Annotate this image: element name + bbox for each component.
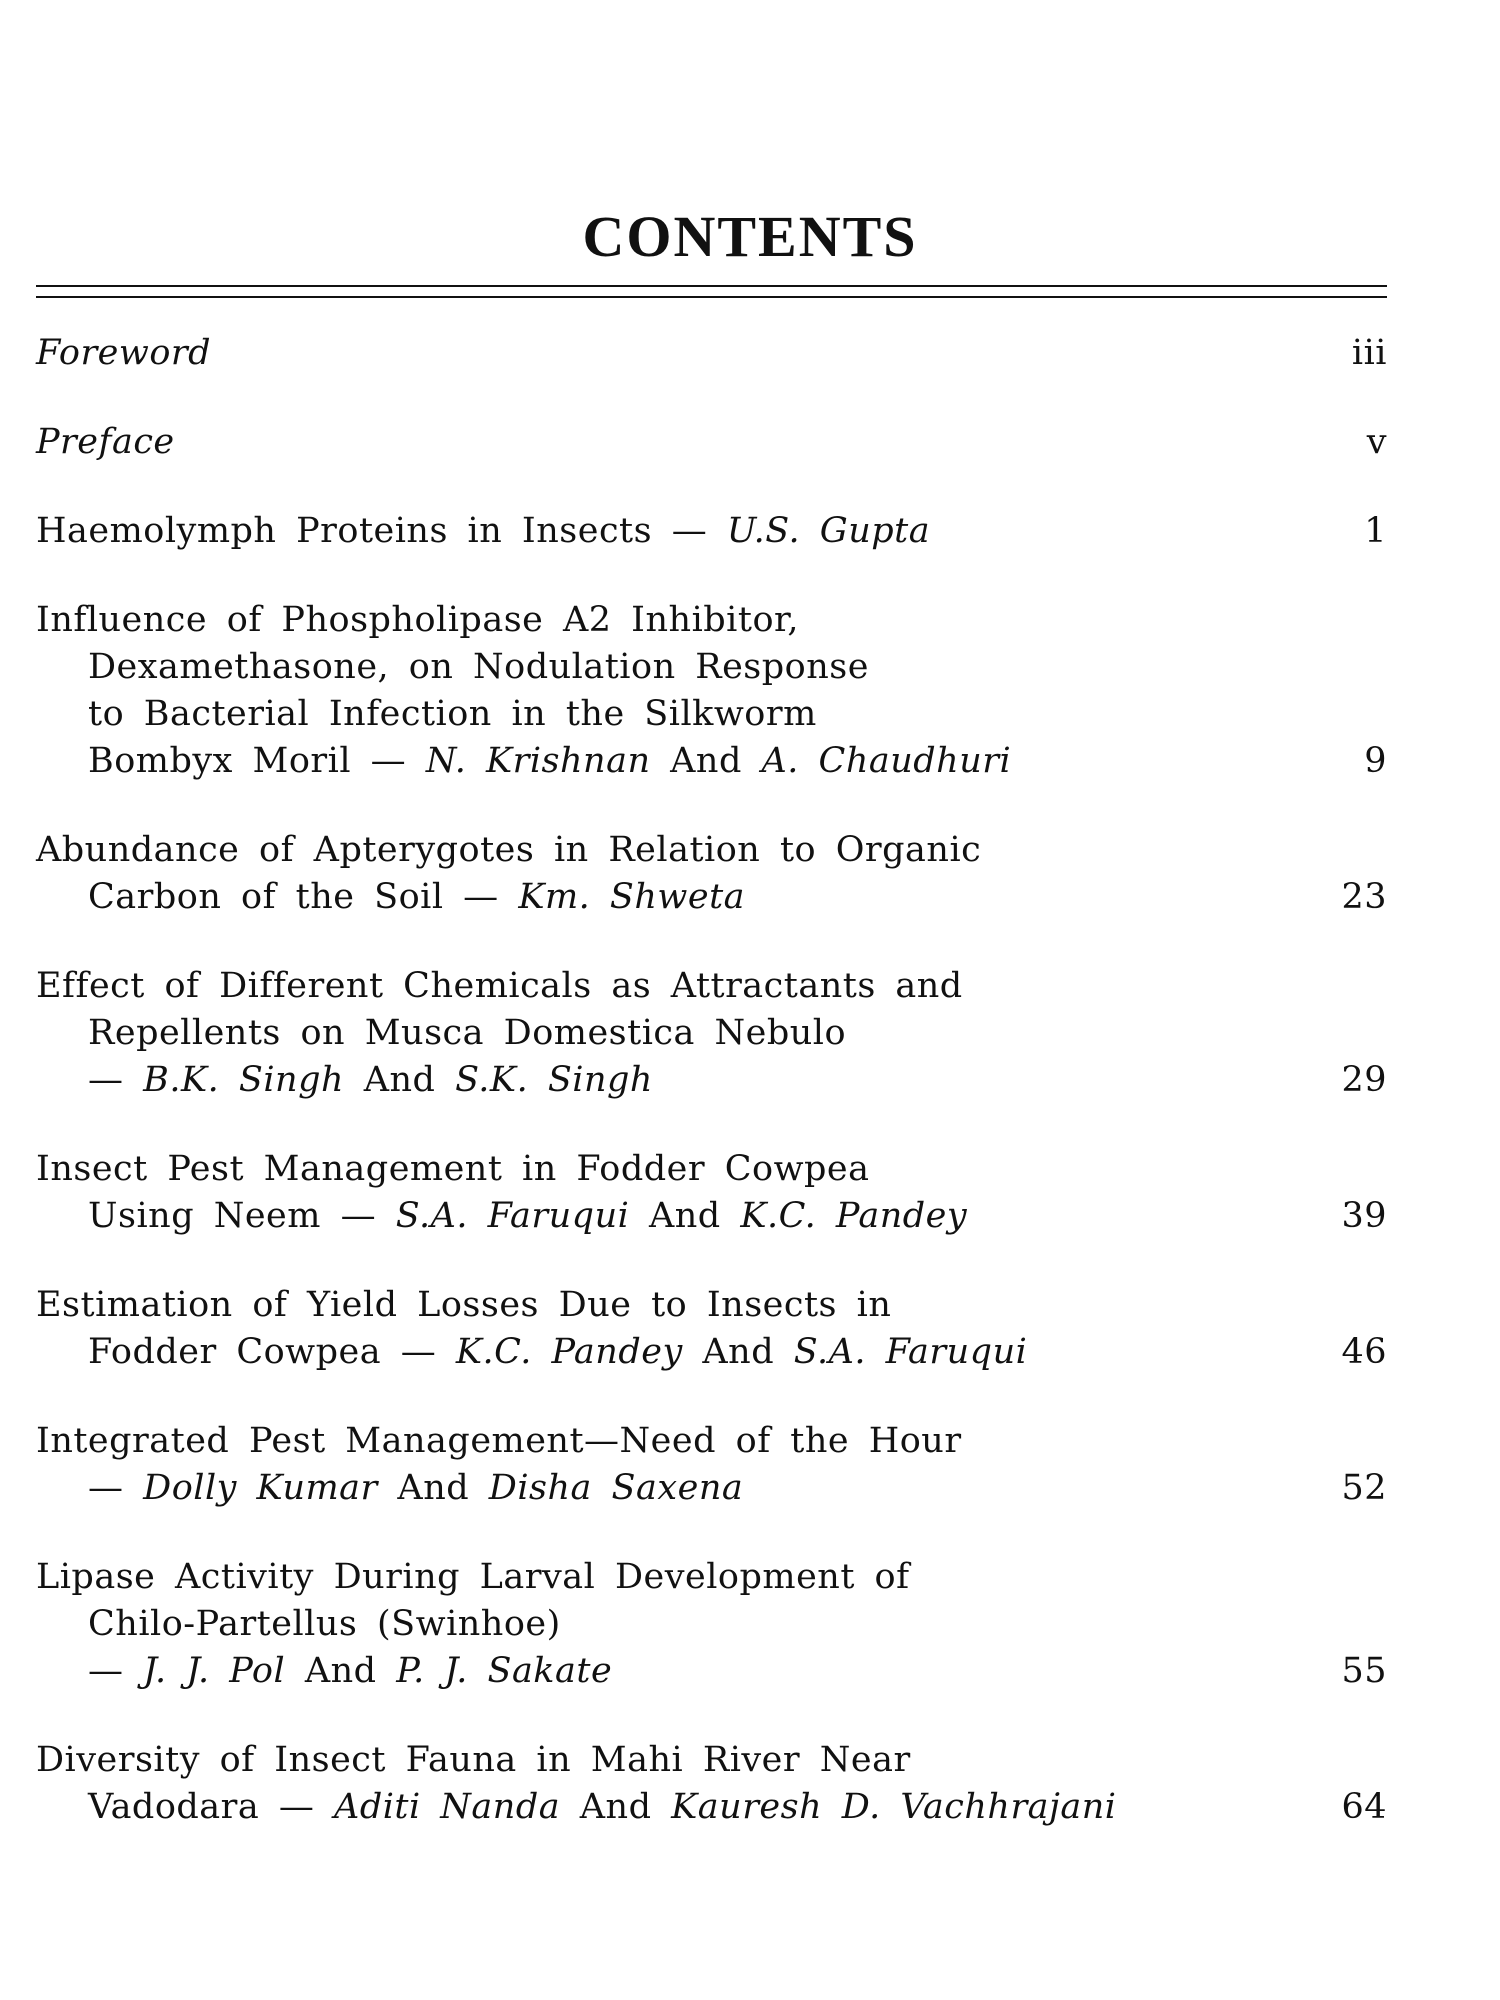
- author-name: Km. Shweta: [518, 877, 746, 917]
- author-name: K.C. Pandey: [740, 1196, 968, 1236]
- toc-entry[interactable]: [36, 1146, 1387, 1240]
- toc-entry[interactable]: [36, 1418, 1387, 1512]
- toc-entry-title: [36, 1282, 1307, 1376]
- toc-entry-line: [36, 1601, 1307, 1648]
- toc-entry-title: [36, 1737, 1307, 1831]
- toc-entry[interactable]: [36, 330, 1387, 377]
- toc-entry-line: [36, 738, 1307, 785]
- toc-entry-line: [36, 691, 1307, 738]
- author-name: Dolly Kumar: [143, 1468, 378, 1508]
- author-name: S.K. Singh: [455, 1060, 653, 1100]
- title-text: Chilo-Partellus (Swinhoe): [88, 1604, 561, 1644]
- author-name: S.A. Faruqui: [793, 1332, 1028, 1372]
- page-number: iii: [1351, 333, 1387, 373]
- page-number: 46: [1341, 1332, 1387, 1372]
- page-number: 23: [1341, 877, 1387, 917]
- author-name: N. Krishnan: [425, 741, 651, 781]
- title-text: Vadodara —: [88, 1787, 315, 1827]
- author-name: J. J. Pol: [143, 1651, 286, 1691]
- toc-entry-line: [36, 1329, 1307, 1376]
- toc-entry[interactable]: [36, 963, 1387, 1104]
- author-conjunction: And: [397, 1468, 470, 1508]
- author-name: S.A. Faruqui: [395, 1196, 630, 1236]
- page-title: CONTENTS: [582, 204, 918, 269]
- title-text: —: [88, 1060, 124, 1100]
- table-of-contents: [36, 330, 1387, 1831]
- title-text: Effect of Different Chemicals as Attractants and: [36, 966, 963, 1006]
- toc-entry-title: [36, 1146, 1307, 1240]
- toc-entry-title: [36, 419, 1307, 466]
- page-number: 39: [1341, 1196, 1387, 1236]
- toc-entry-title: [36, 1554, 1307, 1695]
- title-text: Lipase Activity During Larval Development of: [36, 1557, 910, 1597]
- toc-entry-title: [36, 963, 1307, 1104]
- title-text: Fodder Cowpea —: [88, 1332, 437, 1372]
- toc-entry-line: [36, 963, 1307, 1010]
- title-rule-top: [36, 285, 1387, 287]
- title-text: Haemolymph Proteins in Insects —: [36, 511, 708, 551]
- title-text: —: [88, 1468, 124, 1508]
- toc-entry-line: [36, 597, 1307, 644]
- title-text: Preface: [36, 422, 175, 462]
- toc-entry-line: [36, 1737, 1307, 1784]
- title-text: Foreword: [36, 333, 212, 373]
- title-text: Insect Pest Management in Fodder Cowpea: [36, 1149, 870, 1189]
- author-conjunction: And: [363, 1060, 436, 1100]
- toc-entry[interactable]: [36, 1282, 1387, 1376]
- title-text: —: [88, 1651, 124, 1691]
- author-conjunction: And: [304, 1651, 377, 1691]
- toc-entry[interactable]: [36, 1554, 1387, 1695]
- title-text: Bombyx Moril —: [88, 741, 407, 781]
- title-text: Abundance of Apterygotes in Relation to Organic: [36, 830, 982, 870]
- toc-entry-line: [36, 1465, 1307, 1512]
- author-conjunction: And: [670, 741, 742, 781]
- toc-entry-line: [36, 1146, 1307, 1193]
- title-text: Carbon of the Soil —: [88, 877, 499, 917]
- toc-entry[interactable]: [36, 597, 1387, 785]
- author-name: Kauresh D. Vachhrajani: [671, 1787, 1117, 1827]
- toc-entry-title: [36, 597, 1307, 785]
- toc-entry-line: [36, 1554, 1307, 1601]
- toc-entry-title: [36, 1418, 1307, 1512]
- page-number: 9: [1364, 741, 1387, 781]
- toc-entry-line: [36, 508, 1307, 555]
- toc-entry[interactable]: [36, 827, 1387, 921]
- page-number: 52: [1341, 1468, 1387, 1508]
- toc-entry-line: [36, 874, 1307, 921]
- author-conjunction: And: [648, 1196, 721, 1236]
- page-number: 55: [1341, 1651, 1387, 1691]
- toc-entry-line: [36, 1418, 1307, 1465]
- title-text: Integrated Pest Management—Need of the Hour: [36, 1421, 962, 1461]
- author-name: B.K. Singh: [143, 1060, 345, 1100]
- author-conjunction: And: [579, 1787, 652, 1827]
- toc-entry-line: [36, 1193, 1307, 1240]
- page-number: v: [1366, 422, 1387, 462]
- toc-entry-title: [36, 330, 1307, 377]
- author-name: Disha Saxena: [488, 1468, 744, 1508]
- title-text: Influence of Phospholipase A2 Inhibitor,: [36, 600, 800, 640]
- author-name: U.S. Gupta: [726, 511, 931, 551]
- page-number: 29: [1341, 1060, 1387, 1100]
- page-number: 64: [1341, 1787, 1387, 1827]
- title-text: Diversity of Insect Fauna in Mahi River Near: [36, 1740, 911, 1780]
- toc-entry-line: [36, 1010, 1307, 1057]
- toc-entry-line: [36, 644, 1307, 691]
- title-text: Using Neem —: [88, 1196, 377, 1236]
- author-name: Aditi Nanda: [334, 1787, 561, 1827]
- toc-entry[interactable]: [36, 508, 1387, 555]
- title-rule-bottom: [36, 296, 1387, 298]
- title-text: Repellents on Musca Domestica Nebulo: [88, 1013, 847, 1053]
- toc-entry[interactable]: [36, 419, 1387, 466]
- title-text: to Bacterial Infection in the Silkworm: [88, 694, 817, 734]
- toc-entry-line: [36, 1784, 1307, 1831]
- author-name: K.C. Pandey: [455, 1332, 683, 1372]
- title-text: Dexamethasone, on Nodulation Response: [88, 647, 869, 687]
- toc-entry-line: [36, 1057, 1307, 1104]
- author-conjunction: And: [702, 1332, 775, 1372]
- toc-entry[interactable]: [36, 1737, 1387, 1831]
- toc-entry-line: [36, 419, 1307, 466]
- toc-entry-line: [36, 1648, 1307, 1695]
- toc-entry-title: [36, 508, 1307, 555]
- page-number: 1: [1364, 511, 1387, 551]
- toc-entry-line: [36, 1282, 1307, 1329]
- toc-entry-line: [36, 827, 1307, 874]
- author-name: A. Chaudhuri: [761, 741, 1012, 781]
- toc-entry-line: [36, 330, 1307, 377]
- author-name: P. J. Sakate: [396, 1651, 613, 1691]
- toc-entry-title: [36, 827, 1307, 921]
- title-text: Estimation of Yield Losses Due to Insects in: [36, 1285, 892, 1325]
